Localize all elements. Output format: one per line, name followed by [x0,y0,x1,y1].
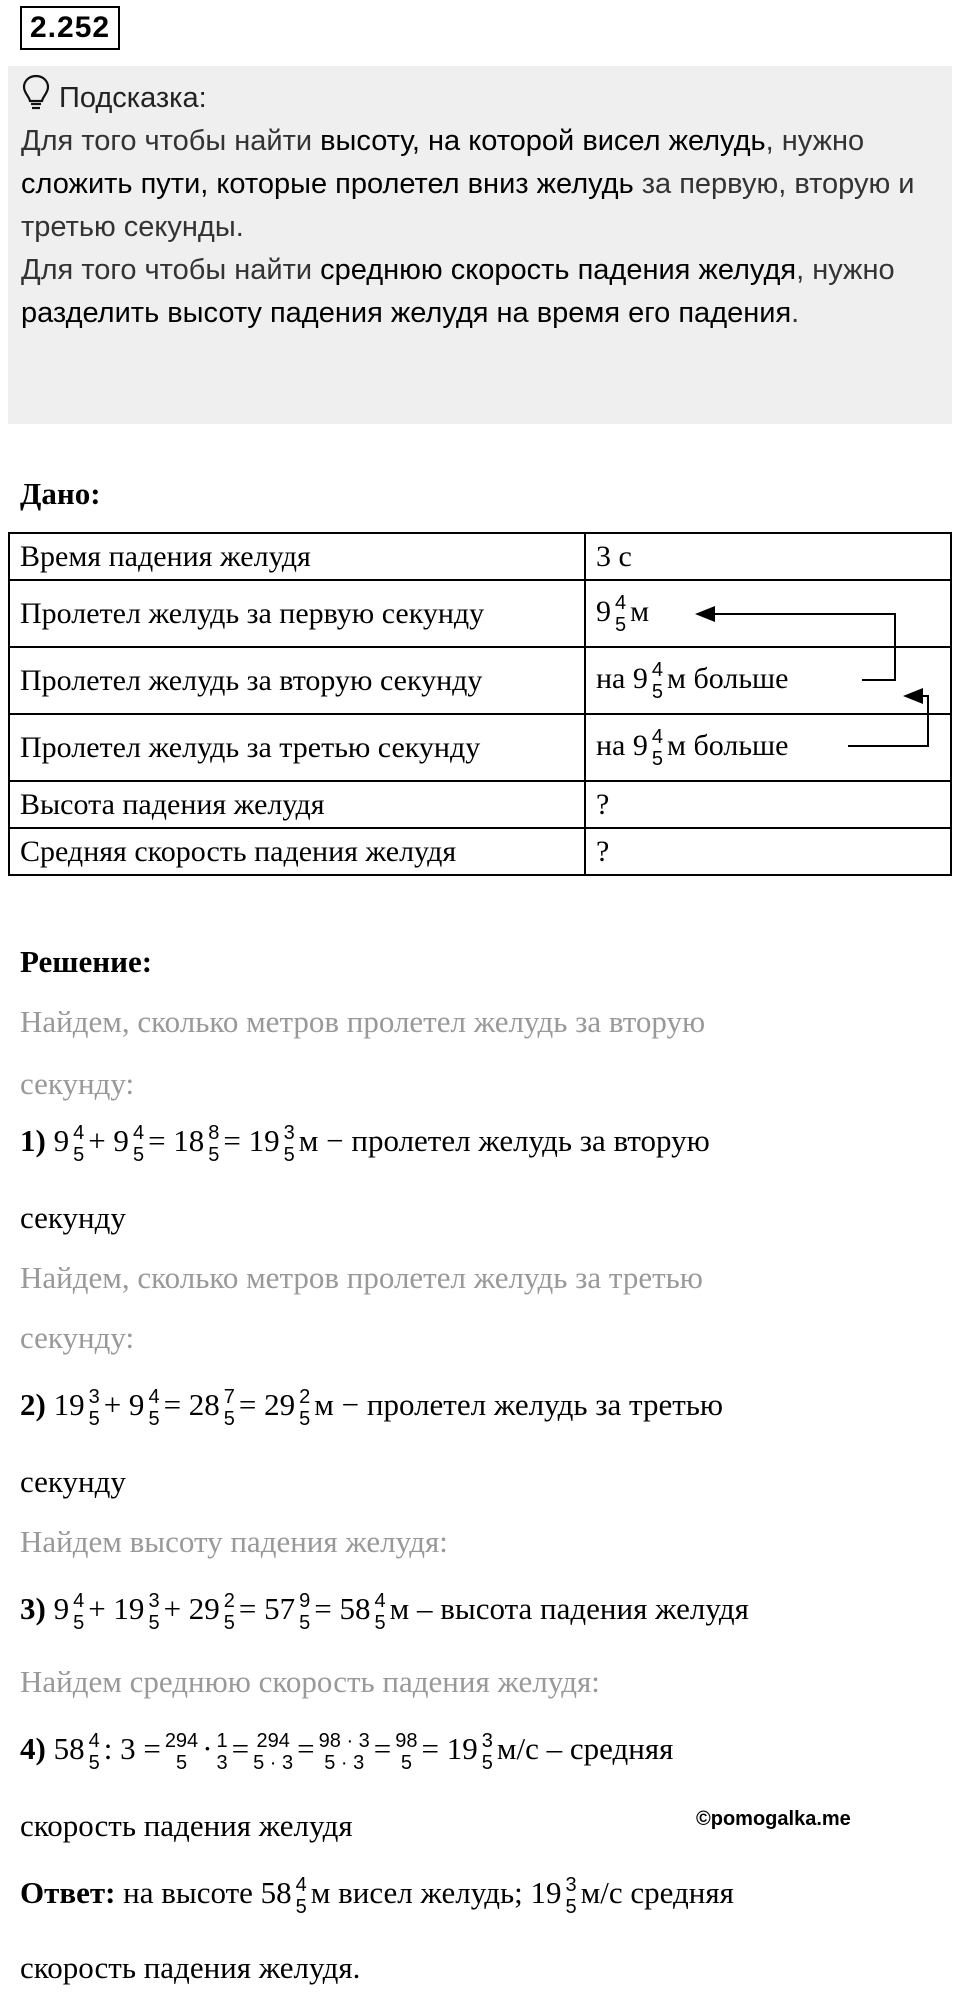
hint-title: Подсказка: [59,81,207,114]
step2-formula-cont: секунду [20,1464,126,1499]
table-arrows [0,0,960,800]
step2-description-cont: секунду: [20,1320,135,1355]
step1-formula: 1) 9 4 5 + 9 4 5 = 18 8 5 = 19 3 5 м − пролетел желудь за вторую [20,1122,710,1166]
hint-highlight: среднюю скорость падения желудя [320,254,797,286]
watermark: ©pomogalka.me [696,1808,851,1830]
hint-text-run: , нужно [765,125,865,157]
problem-number: 2.252 [20,6,120,50]
arrow-row4-to-row3 [848,696,928,746]
step1-formula-cont: секунду [20,1200,126,1235]
given-value: 9 4 5 м [585,580,951,647]
table-row [9,828,951,875]
given-title: Дано: [20,476,101,511]
given-value: на 9 4 5 м больше [585,714,951,781]
given-label: Пролетел желудь за вторую секунду [9,647,585,714]
given-value: ? [585,828,951,875]
hint-highlight: разделить высоту падения желудя на время его падения [21,297,792,329]
given-label: Время падения желудя [9,533,585,580]
solution-title: Решение: [20,944,153,979]
step2-formula: 2) 19 3 5 + 9 4 5 = 28 7 5 = 29 2 5 м − пролетел желудь за третью [20,1386,724,1430]
given-value: на 9 4 5 м больше [585,647,951,714]
given-label: Высота падения желудя [9,781,585,828]
hint-text-run: Для того чтобы найти [21,125,321,157]
step4-formula: 4) 58 4 5 : 3 = 294 5 · 1 3 = 294 5 · 3 = 98 · 3 5 · 3 = 98 5 = 19 3 5 м/с – средняя [20,1730,674,1774]
fraction: 4 5 [615,591,627,636]
hint-text-run: . [791,297,800,329]
answer: Ответ: на высоте 58 4 5 м висел желудь; 19 3 5 м/с средняя [20,1874,734,1918]
given-label: Средняя скорость падения желудя [9,828,585,875]
given-value: 3 с [585,533,951,580]
answer-cont: скорость падения желудя. [20,1950,361,1985]
fraction: 4 5 [651,658,663,703]
given-value: ? [585,781,951,828]
arrow-row3-to-row2 [697,614,895,680]
hint-text-run: , нужно [796,254,895,286]
hint-highlight: высоту, на которой висел желудь [320,125,766,157]
fraction: 4 5 [651,725,663,770]
step4-formula-cont: скорость падения желудя [20,1808,353,1843]
hint-text-run: за первую, вторую и третью секунды. [21,168,915,243]
given-label: Пролетел желудь за третью секунду [9,714,585,781]
hint-text-run: Для того чтобы найти [21,254,321,286]
step1-description: Найдем, сколько метров пролетел желудь за вторую [20,1004,706,1039]
step2-description: Найдем, сколько метров пролетел желудь за третью [20,1260,703,1295]
hint-highlight: сложить пути, которые пролетел вниз желудь [21,168,634,200]
step3-description: Найдем высоту падения желудя: [20,1524,448,1559]
step1-description-cont: секунду: [20,1066,135,1101]
step3-formula: 3) 9 4 5 + 19 3 5 + 29 2 5 = 57 9 5 = 58 4 5 м – высота падения желудя [20,1590,749,1634]
step4-description: Найдем среднюю скорость падения желудя: [20,1664,600,1699]
given-label: Пролетел желудь за первую секунду [9,580,585,647]
